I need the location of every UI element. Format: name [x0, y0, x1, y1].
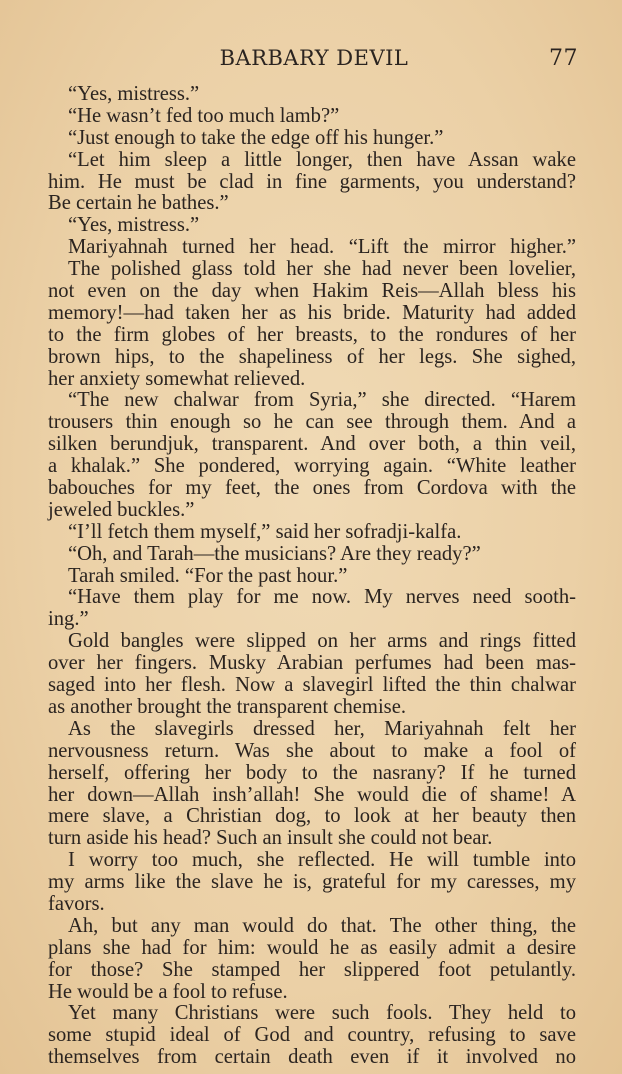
text-line: brown hips, to the shapeliness of her legs. She sighed, — [48, 345, 576, 368]
text-line: not even on the day when Hakim Reis—Allah bless his — [48, 280, 576, 303]
text-line: for those? She stamped her slippered foot petulantly. — [48, 958, 576, 981]
text-line: babouches for my feet, the ones from Cordova with the — [48, 477, 576, 500]
body-text — [48, 84, 576, 1069]
text-line: Tarah smiled. “For the past hour.” — [68, 564, 348, 587]
text-line: him. He must be clad in fine garments, you understand? — [48, 170, 576, 193]
text-line: ing.” — [48, 608, 89, 631]
text-line: “Just enough to take the edge off his hunger.” — [68, 126, 444, 149]
text-line: Ah, but any man would do that. The other thing, the — [68, 914, 576, 937]
text-line: herself, offering her body to the nasrany? If he turned — [48, 761, 576, 784]
text-line: some stupid ideal of God and country, refusing to save — [48, 1024, 576, 1047]
text-line: I worry too much, she reflected. He will tumble into — [68, 849, 576, 872]
text-line: as another brought the transparent chemise. — [48, 695, 406, 718]
text-line: nervousness return. Was she about to make a fool of — [48, 739, 576, 762]
text-line: her anxiety somewhat relieved. — [48, 367, 306, 390]
text-line: her down—Allah insh’allah! She would die of shame! A — [48, 783, 576, 806]
text-line: “Let him sleep a little longer, then have Assan wake — [68, 148, 576, 171]
text-line: mere slave, a Christian dog, to look at her beauty then — [48, 805, 576, 828]
page-header — [48, 46, 580, 76]
text-line: saged into her flesh. Now a slavegirl lifted the thin chalwar — [48, 674, 576, 697]
page-number: 77 — [549, 46, 578, 71]
text-line: The polished glass told her she had never been lovelier, — [68, 258, 576, 281]
text-line: “I’ll fetch them myself,” said her sofradji-kalfa. — [68, 520, 462, 543]
text-line: memory!—had taken her as his bride. Maturity had added — [48, 301, 576, 324]
text-line: He would be a fool to refuse. — [48, 980, 288, 1003]
text-line: my arms like the slave he is, grateful for my caresses, my — [48, 871, 576, 894]
text-line: silken berundjuk, transparent. And over both, a thin veil, — [48, 433, 576, 456]
text-line: Mariyahnah turned her head. “Lift the mirror higher.” — [68, 236, 576, 259]
text-line: Yet many Christians were such fools. They held to — [68, 1002, 576, 1025]
text-line: favors. — [48, 892, 105, 915]
text-line: to the firm globes of her breasts, to the rondures of her — [48, 323, 576, 346]
text-line: As the slavegirls dressed her, Mariyahnah felt her — [68, 717, 576, 740]
text-line: a khalak.” She pondered, worrying again. “White leather — [48, 455, 576, 478]
text-line: jeweled buckles.” — [48, 498, 195, 521]
text-line: themselves from certain death even if it involved no — [48, 1046, 576, 1069]
text-line: “Yes, mistress.” — [68, 214, 200, 237]
text-line: turn aside his head? Such an insult she could not bear. — [48, 827, 493, 850]
running-head: BARBARY DEVIL — [219, 46, 409, 70]
text-line: “Oh, and Tarah—the musicians? Are they ready?” — [68, 542, 481, 565]
text-line: plans she had for him: would he as easily admit a desire — [48, 936, 576, 959]
text-line: “Have them play for me now. My nerves need sooth- — [68, 586, 576, 609]
text-line: over her fingers. Musky Arabian perfumes had been mas- — [48, 652, 576, 675]
text-line: trousers thin enough so he can see through them. And a — [48, 411, 576, 434]
text-line: “The new chalwar from Syria,” she directed. “Harem — [68, 389, 576, 412]
text-line: Gold bangles were slipped on her arms and rings fitted — [68, 630, 576, 653]
text-line: “He wasn’t fed too much lamb?” — [68, 104, 340, 127]
text-line: “Yes, mistress.” — [68, 83, 200, 105]
text-line: Be certain he bathes.” — [48, 192, 229, 215]
